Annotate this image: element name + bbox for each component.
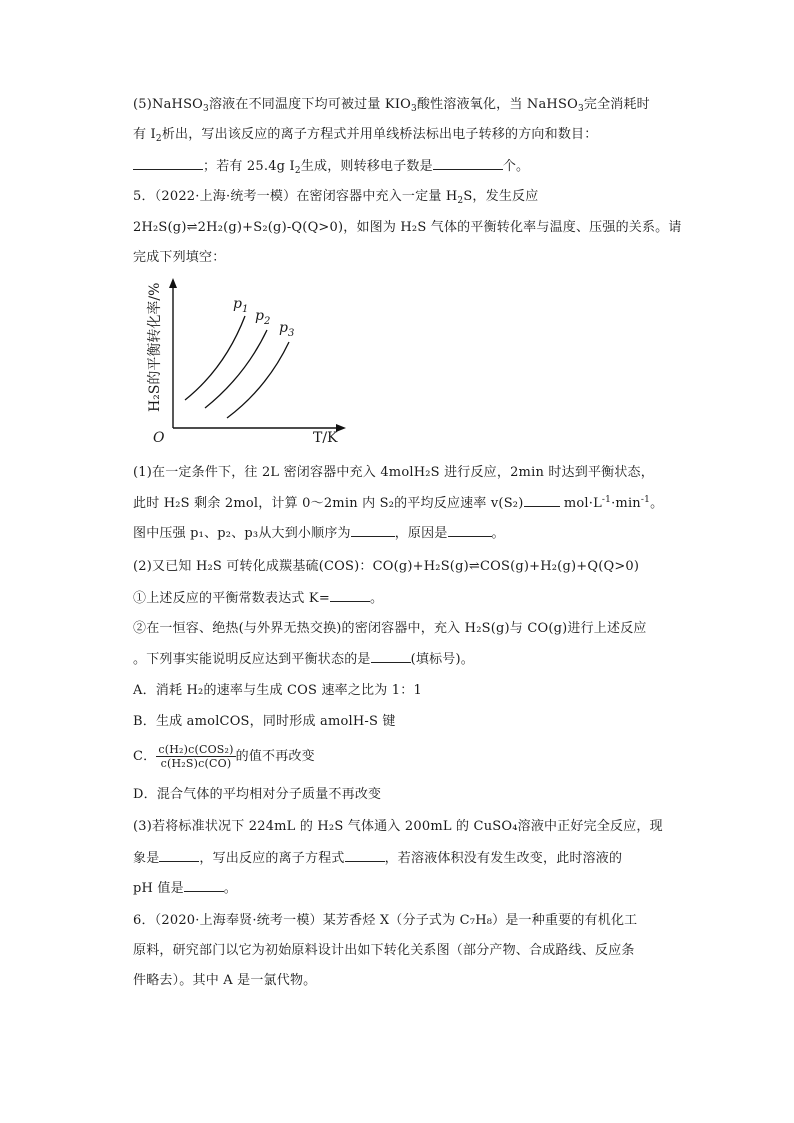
q5-part3-line1: (3)若将标准状况下 224mL 的 H₂S 气体通入 200mL 的 CuSO₄溶液中正好完全反应，现 [133,819,663,834]
q5-part2-i: ①上述反应的平衡常数表达式 K= 。 [133,591,384,606]
graph-origin: O [153,430,165,446]
option-c-fraction: $\frac{\text{c(H₂)c(COS₂)}}{\text{c(H₂S)c(CO)}}$ [158,743,234,770]
answer-blank[interactable] [524,494,560,507]
answer-blank[interactable] [133,157,203,170]
q5-prev-line3: ；若有 25.4g $I_2$生成，则转移电子数是 个。 [133,157,529,175]
option-a: A．消耗 H₂的速率与生成 COS 速率之比为 1：1 [133,683,422,698]
q5-part1-line1: (1)在一定条件下，往 2L 密闭容器中充入 4molH₂S 进行反应，2min 时达到平衡状态， [133,465,654,480]
conversion-graph [133,250,363,450]
graph-ylabel: H₂S的平衡转化率/% [147,282,163,412]
graph-xlabel: T/K [313,430,338,446]
q5-part1-line2: 此时 H₂S 剩余 2mol，计算 0～2min 内 S₂的平均反应速率 v(S₂) $mol\cdot L^{-1}\cdot\min^{-1}$。 [133,495,664,511]
option-d: D．混合气体的平均相对分子质量不再改变 [133,787,382,802]
curve-p2 [205,330,267,408]
label-p3: $p_3$ [279,320,295,339]
q5-equation: 2H₂S(g)⇌2H₂(g)+S₂(g)-Q(Q>0)，如图为 H₂S 气体的平衡转化率与温度、压强的关系。请 [133,220,682,235]
q6-line1: 6．（2020·上海奉贤·统考一模）某芳香烃 X（分子式为 C₇H₈）是一种重要的有机化工 [133,913,638,928]
q5-part3-line3: pH 值是 。 [133,881,237,896]
q6-line2: 原料，研究部门以它为初始原料设计出如下转化关系图（部分产物、合成路线、反应条 [133,943,635,958]
q5-prev-line2: 有 $I_2$析出，写出该反应的离子方程式并用单线桥法标出电子转移的方向和数目： [133,127,598,144]
answer-blank[interactable] [330,589,370,602]
q5-part2-ii-line2: 。下列事实能说明反应达到平衡状态的是 (填标号)。 [133,652,474,667]
option-b: B．生成 amolCOS，同时形成 amolH-S 键 [133,714,396,729]
option-c: C． $\frac{\text{c(H₂)c(COS₂)}}{\text{c(H₂S)c(CO)}}$ 的值不再改变 [133,743,315,770]
answer-blank[interactable] [184,879,224,892]
q5-part1-line3: 图中压强 p₁、p₂、p₃从大到小顺序为 ，原因是 。 [133,526,505,541]
curve-p1 [185,316,245,400]
q5-instruction: 完成下列填空： [133,250,226,265]
y-axis-arrow [169,278,177,288]
answer-blank[interactable] [371,650,411,663]
curve-p3 [227,342,289,418]
q5-part2-ii-line1: ②在一恒容、绝热(与外界无热交换)的密闭容器中，充入 H₂S(g)与 CO(g)进行上述反应 [133,621,647,636]
q5-prev-line1: (5)NaHSO$_3$溶液在不同温度下均可被过量 $KIO_3$酸性溶液氧化，当 NaHSO$_3$完全消耗时 [133,97,650,114]
q5-part3-line2: 象是 ，写出反应的离子方程式 ，若溶液体积没有发生改变，此时溶液的 [133,851,623,866]
answer-blank[interactable] [345,849,385,862]
answer-blank[interactable] [351,524,395,537]
answer-blank[interactable] [433,157,503,170]
q6-line3: 件略去）。其中 A 是一氯代物。 [133,973,317,988]
q5-part2-line1: (2)又已知 H₂S 可转化成羰基硫(COS)：CO(g)+H₂S(g)⇌COS(g)+H₂(g)+Q(Q>0) [133,559,640,574]
label-p1: $p_1$ [233,296,249,315]
q5-header: 5．（2022·上海·统考一模）在密闭容器中充入一定量 $H_2S$，发生反应 [133,189,539,206]
answer-blank[interactable] [159,849,199,862]
label-p2: $p_2$ [255,308,271,327]
answer-blank[interactable] [448,524,492,537]
